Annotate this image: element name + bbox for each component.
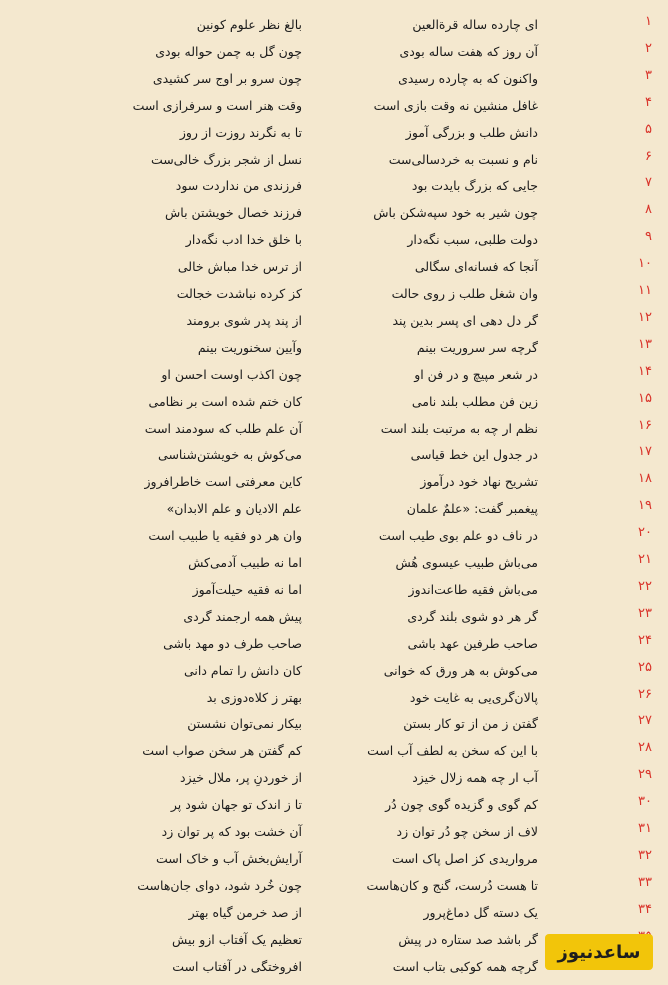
verse-row (0, 304, 668, 331)
verse-number: ۱ (645, 14, 652, 29)
verse-number: ۲۹ (638, 767, 652, 783)
verse-row (0, 35, 668, 62)
second-hemistich: علم الادیان و علم الابدان» (166, 501, 302, 517)
first-hemistich: می‌باش طبیب عیسوی هُش (395, 555, 538, 570)
second-hemistich: وان هر دو فقیه یا طبیب است (148, 528, 302, 544)
first-hemistich: دولت طلبی، سبب نگه‌دار (407, 232, 538, 248)
first-hemistich: با این که سخن به لطف آب است (367, 743, 538, 759)
second-hemistich: آن علم طلب که سودمند است (144, 420, 302, 436)
verse-row (0, 89, 668, 116)
verse-number: ۴ (645, 94, 652, 110)
second-hemistich: کان ختم شده است بر نظامی (148, 393, 302, 409)
first-hemistich: جایی که بزرگ بایدت بود (411, 178, 538, 194)
verse-row (0, 815, 668, 842)
verse-row (0, 654, 668, 681)
verse-number: ۳۴ (638, 901, 652, 917)
first-hemistich: آن روز که هفت ساله بودی (399, 43, 538, 59)
verse-number: ۳۱ (638, 821, 652, 836)
verse-number: ۳۰ (638, 794, 652, 810)
first-hemistich: نام و نسبت به خردسالی‌ست (388, 151, 538, 167)
second-hemistich: فرزند خصال خویشتن باش (165, 205, 302, 221)
first-hemistich: گرچه سر سروریت بینم (416, 339, 538, 355)
verse-row (0, 546, 668, 573)
verse-number: ۲۲ (638, 578, 652, 594)
verse-number: ۲۸ (638, 740, 652, 756)
verse-row (0, 788, 668, 815)
verse-number: ۱۹ (638, 498, 652, 514)
verse-row (0, 169, 668, 196)
verse-number: ۳ (645, 67, 652, 83)
first-hemistich: در ناف دو علم بوی طیب است (378, 528, 538, 544)
second-hemistich: تعظیم یک آفتاب ازو بیش (172, 931, 302, 947)
verse-row (0, 465, 668, 492)
logo-badge (545, 934, 653, 970)
first-hemistich: یک دسته گل دماغ‌پرور (423, 904, 538, 920)
verse-row (0, 761, 668, 788)
verse-row (0, 143, 668, 170)
verse-row (0, 277, 668, 304)
verse-row (0, 412, 668, 439)
second-hemistich: فرزندی من نداردت سود (175, 178, 302, 194)
verse-number: ۲۱ (638, 552, 652, 567)
first-hemistich: آب ار چه همه زلال خیزد (412, 770, 538, 786)
verse-row (0, 842, 668, 869)
verse-row (0, 250, 668, 277)
second-hemistich: از پند پدر شوی برومند (186, 312, 302, 328)
first-hemistich: لاف از سخن چو دُر توان زد (396, 824, 538, 839)
logo-text: ساعدنیوز (557, 941, 641, 963)
first-hemistich: تشریح نهاد خود درآموز (420, 474, 538, 490)
second-hemistich: می‌کوش به خویشتن‌شناسی (158, 447, 302, 463)
verse-row (0, 62, 668, 89)
second-hemistich: نسل از شجر بزرگ خالی‌ست (150, 151, 302, 167)
first-hemistich: صاحب طرفین عهد باشی (407, 635, 538, 651)
first-hemistich: در جدول این خط قیاسی (410, 447, 538, 463)
verse-number: ۲۰ (638, 525, 652, 541)
first-hemistich: می‌کوش به هر ورق که خوانی (383, 662, 538, 678)
verse-number: ۱۷ (638, 444, 652, 460)
first-hemistich: پیغمبر گفت: «علمٌ علمان (406, 501, 538, 517)
second-hemistich: آرایش‌بخش آب و خاک است (156, 850, 302, 866)
first-hemistich: کم گوی و گزیده گوی چون دُر (385, 797, 538, 813)
first-hemistich: گر باشد صد ستاره در پیش (398, 931, 538, 947)
verse-number: ۲۶ (638, 686, 652, 702)
second-hemistich: آن خشت بود که پر توان زد (161, 824, 302, 839)
verse-row (0, 627, 668, 654)
verse-row (0, 358, 668, 385)
verse-row (0, 519, 668, 546)
second-hemistich: کز کرده نباشدت خجالت (176, 286, 302, 301)
verse-number: ۲ (645, 40, 652, 56)
verse-number: ۱۶ (638, 417, 652, 433)
second-hemistich: از خوردنِ پر، ملال خیزد (180, 770, 302, 786)
first-hemistich: گر هر دو شوی بلند گردی (407, 608, 538, 624)
verse-row (0, 734, 668, 761)
verse-row (0, 8, 668, 35)
second-hemistich: کاین معرفتی است خاطرافروز (144, 474, 302, 490)
second-hemistich: با خلق خدا ادب نگه‌دار (185, 232, 302, 248)
verse-row (0, 600, 668, 627)
second-hemistich: تا ز اندک تو جهان شود پر (170, 797, 302, 813)
verse-number: ۱۱ (638, 283, 652, 298)
verse-number: ۱۳ (638, 336, 652, 352)
first-hemistich: دانش طلب و بزرگی آموز (405, 124, 538, 140)
first-hemistich: مرواریدی کز اصل پاک است (392, 850, 538, 866)
first-hemistich: واکنون که به چارده رسیدی (398, 70, 538, 86)
second-hemistich: تا به نگرند روزت از روز (179, 124, 302, 140)
verse-number: ۲۷ (638, 713, 652, 729)
second-hemistich: از صد خرمن گیاه بهتر (188, 904, 302, 920)
verse-number: ۳۲ (638, 847, 652, 863)
second-hemistich: بیکار نمی‌توان نشستن (187, 716, 302, 732)
second-hemistich: از ترس خدا مباش خالی (177, 259, 302, 275)
first-hemistich: آنجا که فسانه‌ای سگالی (414, 259, 538, 275)
verse-row (0, 116, 668, 143)
first-hemistich: ای چارده ساله قرةالعین (412, 17, 538, 32)
first-hemistich: نظم ار چه به مرتبت بلند است (380, 420, 538, 436)
verse-row (0, 331, 668, 358)
verse-number: ۱۴ (638, 363, 652, 379)
verse-number: ۹ (645, 229, 652, 245)
verse-row (0, 707, 668, 734)
verse-number: ۶ (645, 148, 652, 164)
second-hemistich: چون سرو بر اوج سر کشیدی (152, 70, 302, 86)
second-hemistich: صاحب طرف دو مهد باشی (163, 635, 302, 651)
first-hemistich: پالان‌گری‌یی به غایت خود (409, 689, 538, 705)
first-hemistich: گفتن ز من از تو کار بستن (403, 716, 538, 732)
first-hemistich: در شعر مپیچ و در فن او (414, 366, 538, 382)
verse-row (0, 196, 668, 223)
first-hemistich: زین فن مطلب بلند نامی (411, 393, 538, 409)
verse-row (0, 896, 668, 923)
verse-number: ۳۳ (638, 874, 652, 890)
second-hemistich: کم گفتن هر سخن صواب است (142, 743, 302, 759)
verse-row (0, 223, 668, 250)
first-hemistich: غافل منشین نه وقت بازی است (373, 97, 538, 113)
verse-row (0, 385, 668, 412)
verse-number: ۸ (645, 202, 652, 218)
verse-row (0, 681, 668, 708)
second-hemistich: چون خُرد شود، دوای جان‌هاست (137, 877, 302, 893)
first-hemistich: تا هست دُرست، گنج و کان‌هاست (366, 877, 538, 893)
second-hemistich: افروختگی در آفتاب است (172, 958, 302, 974)
verse-number: ۲۴ (638, 632, 652, 648)
second-hemistich: چون اکذب اوست احسن او (161, 366, 302, 382)
verse-number: ۲۵ (638, 659, 652, 675)
verse-number: ۱۲ (638, 309, 652, 325)
verse-row (0, 869, 668, 896)
verse-row (0, 438, 668, 465)
verse-number: ۵ (645, 121, 652, 137)
verse-number: ۱۰ (638, 256, 652, 272)
verse-number: ۱۵ (638, 390, 652, 406)
verse-row (0, 573, 668, 600)
first-hemistich: وان شغل طلب ز روی حالت (391, 286, 538, 301)
second-hemistich: پیش همه ارجمند گردی (183, 608, 302, 624)
verse-number: ۷ (645, 175, 652, 191)
second-hemistich: بهتر ز کلاه‌دوزی بد (206, 689, 302, 705)
first-hemistich: می‌باش فقیه طاعت‌اندوز (408, 581, 538, 597)
second-hemistich: وقت هنر است و سرفرازی است (132, 97, 302, 113)
second-hemistich: چون گل به چمن حواله بودی (155, 43, 302, 59)
verse-number: ۲۳ (638, 605, 652, 621)
verse-number: ۱۸ (638, 471, 652, 487)
second-hemistich: وآیین سخنوریت بینم (197, 339, 302, 355)
first-hemistich: گر دل دهی ای پسر بدین پند (392, 312, 538, 328)
first-hemistich: گرچه همه کوکبی بتاب است (392, 958, 538, 974)
second-hemistich: بالغ نظر علوم کونین (196, 17, 302, 32)
second-hemistich: کان دانش را تمام دانی (184, 662, 302, 678)
second-hemistich: اما نه طبیب آدمی‌کش (188, 555, 302, 570)
first-hemistich: چون شیر به خود سپه‌شکن باش (373, 205, 538, 221)
verse-row (0, 492, 668, 519)
second-hemistich: اما نه فقیه حیلت‌آموز (192, 581, 302, 597)
